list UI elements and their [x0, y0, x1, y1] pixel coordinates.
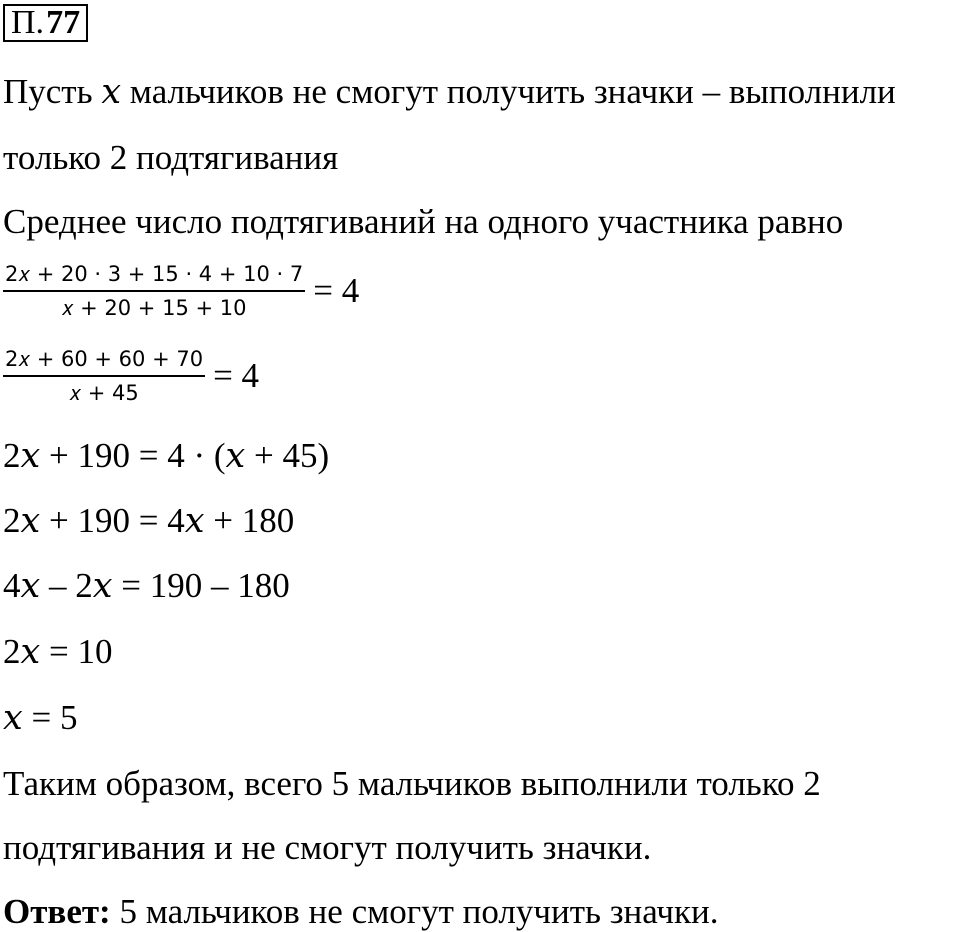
- answer-label: Ответ:: [3, 892, 111, 931]
- problem-number-badge: [3, 4, 88, 42]
- conclusion-line-2: подтягивания и не смогут получить значки.: [3, 828, 652, 867]
- fraction-1-rhs: = 4: [313, 271, 360, 310]
- equation-line: 𝑥 = 5: [3, 698, 78, 737]
- fraction-2-denominator: 𝑥 + 45: [69, 381, 139, 405]
- fraction-1-numerator: 2𝑥 + 20 · 3 + 15 · 4 + 10 · 7: [5, 262, 304, 286]
- fraction-1-denominator: 𝑥 + 20 + 15 + 10: [61, 296, 247, 320]
- fraction-2-numerator: 2𝑥 + 60 + 60 + 70: [5, 347, 204, 371]
- conclusion-line-1: Таким образом, всего 5 мальчиков выполнили только 2: [3, 764, 821, 803]
- intro-line-2: только 2 подтягивания: [3, 138, 339, 177]
- problem-number: 77: [46, 4, 81, 41]
- fraction-2-rhs: = 4: [213, 356, 260, 395]
- equation-line: 2𝑥 + 190 = 4𝑥 + 180: [3, 501, 295, 540]
- equation-line: 2𝑥 + 190 = 4 · (𝑥 + 45): [3, 436, 330, 475]
- equation-line: 2𝑥 = 10: [3, 632, 113, 671]
- intro-line-3: Среднее число подтягиваний на одного участника равно: [3, 202, 844, 241]
- fraction-equation-1: [3, 261, 359, 321]
- equation-line: 4𝑥 – 2𝑥 = 190 – 180: [3, 566, 290, 605]
- fraction-equation-2: [3, 346, 259, 406]
- fraction-2: [3, 346, 205, 406]
- answer-line: [3, 892, 719, 932]
- intro-line-1: Пусть 𝑥 мальчиков не смогут получить значки – выполнили: [3, 72, 896, 111]
- fraction-1: [3, 261, 305, 321]
- problem-prefix: П.: [11, 4, 45, 41]
- answer-text: 5 мальчиков не смогут получить значки.: [110, 892, 719, 931]
